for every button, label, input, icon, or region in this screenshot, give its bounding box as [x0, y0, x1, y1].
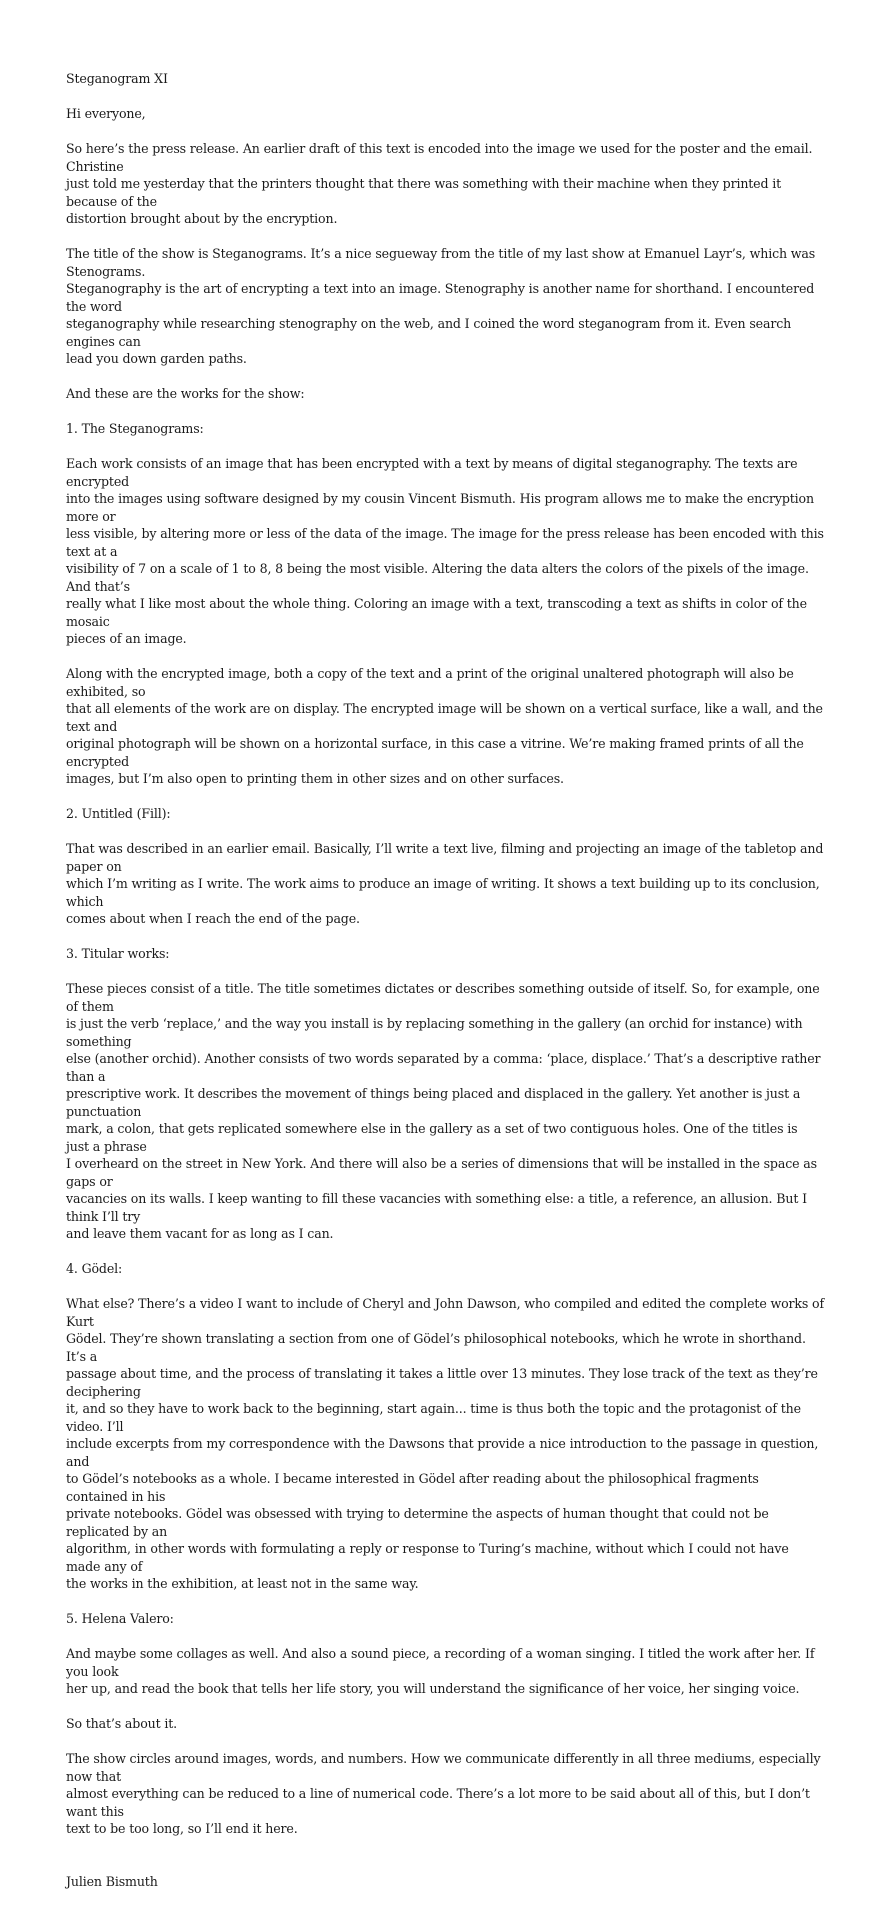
section-heading-steganograms: 1. The Steganograms: [66, 421, 204, 436]
section-heading-godel: 4. Gödel: [66, 1261, 123, 1276]
document-page [66, 70, 824, 1908]
paragraph-closing: So that’s about it. [66, 1716, 177, 1731]
paragraph-steganograms: Each work consists of an image that has been encrypted with a text by means of digital steganography. The texts are encrypted into the images using software designed by my cousin Vincent Bismuth. His program allows me to make the encryption more or less visible, by altering more or less of the data of the image. The image for the press release has been encoded with this text at a visibility of 7 on a scale of 1 to 8, 8 being the most visible. Altering the data alters the colors of the pixels of the image. And that’s really what I like most about the whole thing. Coloring an image with a text, transcoding a text as shifts in color of the mosaic pieces of an image. [66, 456, 824, 646]
paragraph-steganograms-display: Along with the encrypted image, both a copy of the text and a print of the original unaltered photograph will also be exhibited, so that all elements of the work are on display. The encrypted image will be shown on a vertical surface, like a wall, and the text and original photograph will be shown on a horizontal surface, in this case a vitrine. We’re making framed prints of all the encrypted images, but I’m also open to printing them in other sizes and on other surfaces. [66, 666, 823, 786]
section-heading-helena-valero: 5. Helena Valero: [66, 1611, 174, 1626]
paragraph-titular-works: These pieces consist of a title. The title sometimes dictates or describes something outside of itself. So, for example, one of them is just the verb ‘replace,’ and the way you install is by replacing something in the gallery (an orchid for instance) with something else (another orchid). Another consists of two words separated by a comma: ‘place, displace.’ That’s a descriptive rather than a prescriptive work. It describes the movement of things being placed and displaced in the gallery. Yet another is just a punctuation mark, a colon, that gets replicated somewhere else in the gallery as a set of two contiguous holes. One of the titles is just a phrase I overheard on the street in New York. And there will also be a series of dimensions that will be installed in the space as gaps or vacancies on its walls. I keep wanting to fill these vacancies with something else: a title, a reference, an allusion. But I think I’ll try and leave them vacant for as long as I can. [66, 981, 821, 1241]
paragraph-show-title: The title of the show is Steganograms. It’s a nice segueway from the title of my last show at Emanuel Layr’s, which was Stenograms. Steganography is the art of encrypting a text into an image. Stenography is another name for shorthand. I encountered the word steganography while researching stenography on the web, and I coined the word steganogram from it. Even search engines can lead you down garden paths. [66, 246, 816, 366]
paragraph-intro: So here’s the press release. An earlier draft of this text is encoded into the image we used for the poster and the email. Christine just told me yesterday that the printers thought that there was something with their machine when they printed it because of the distortion brought about by the encryption. [66, 141, 813, 226]
paragraph-works-intro: And these are the works for the show: [66, 386, 305, 401]
paragraph-helena-valero: And maybe some collages as well. And also a sound piece, a recording of a woman singing. I titled the work after her. If you look her up, and read the book that tells her life story, you will understand the significance of her voice, her singing voice. [66, 1646, 815, 1696]
paragraph-untitled-fill: That was described in an earlier email. Basically, I’ll write a text live, filming and projecting an image of the tabletop and paper on which I’m writing as I write. The work aims to produce an image of writing. It shows a text building up to its conclusion, which comes about when I reach the end of the page. [66, 841, 824, 926]
section-heading-untitled-fill: 2. Untitled (Fill): [66, 806, 171, 821]
paragraph-godel: What else? There’s a video I want to include of Cheryl and John Dawson, who compiled and edited the complete works of Kurt Gödel. They’re shown translating a section from one of Gödel’s philosophical notebooks, which he wrote in shorthand. It’s a passage about time, and the process of translating it takes a little over 13 minutes. They lose track of the text as they’re deciphering it, and so they have to work back to the beginning, start again... time is thus both the topic and the protagonist of the video. I’ll include excerpts from my correspondence with the Dawsons that provide a nice introduction to the passage in question, and to Gödel’s notebooks as a whole. I became interested in Gödel after reading about the philosophical fragments contained in his private notebooks. Gödel was obsessed with trying to determine the aspects of human thought that could not be replicated by an algorithm, in other words with formulating a reply or response to Turing’s machine, without which I could not have made any of the works in the exhibition, at least not in the same way. [66, 1296, 825, 1591]
document-title: Steganogram XI [66, 71, 168, 86]
section-heading-titular-works: 3. Titular works: [66, 946, 170, 961]
signature: Julien Bismuth [66, 1873, 158, 1889]
paragraph-summary: The show circles around images, words, and numbers. How we communicate differently in all three mediums, especially now that almost everything can be reduced to a line of numerical code. There’s a lot more to be said about all of this, but I don’t want this text to be too long, so I’ll end it here. [66, 1751, 821, 1836]
greeting: Hi everyone, [66, 106, 146, 121]
